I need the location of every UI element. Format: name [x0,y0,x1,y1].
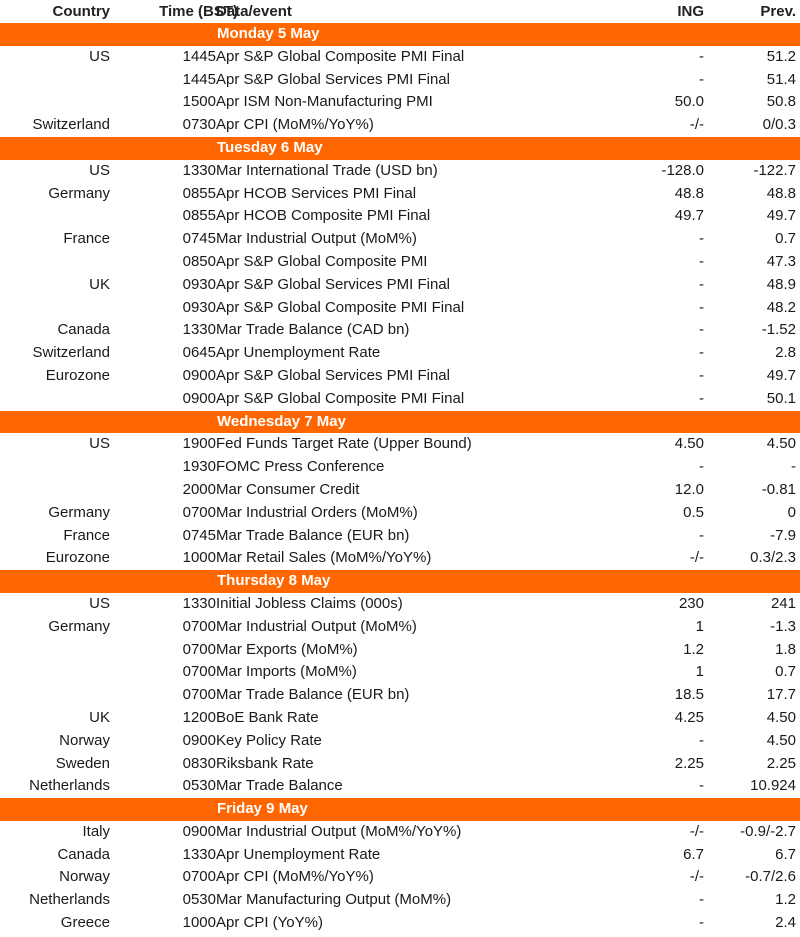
previous-value-cell: - [791,458,796,476]
time-cell: 1930 [182,458,216,476]
country-cell: France [63,526,110,544]
ing-forecast-cell: - [699,298,704,316]
country-cell: Germany [48,184,110,202]
event-cell: Apr Unemployment Rate [216,845,381,863]
country-cell: Switzerland [32,344,110,362]
ing-forecast-cell: 12.0 [674,480,704,498]
table-row [0,228,800,251]
previous-value-cell: 49.7 [766,207,796,225]
time-cell: 0830 [182,754,216,772]
table-row [0,69,800,92]
event-cell: Apr S&P Global Composite PMI Final [216,47,465,65]
day-header [0,570,800,593]
country-cell: Norway [59,868,110,886]
day-label: Friday 9 May [217,800,308,818]
table-row [0,707,800,730]
time-cell: 1000 [182,914,216,932]
ing-forecast-cell: - [699,458,704,476]
event-cell: Mar Consumer Credit [216,480,360,498]
time-cell: 0900 [182,389,216,407]
table-row [0,365,800,388]
ing-forecast-cell: - [699,891,704,909]
ing-forecast-cell: 1 [695,663,704,681]
time-cell: 1200 [182,708,216,726]
event-cell: Mar Trade Balance (EUR bn) [216,526,410,544]
table-row [0,297,800,320]
previous-value-cell: 0.7 [775,663,796,681]
previous-value-cell: 10.924 [750,777,796,795]
table-row [0,319,800,342]
table-row [0,844,800,867]
time-cell: 1500 [182,93,216,111]
ing-forecast-cell: 0.5 [683,503,704,521]
time-cell: 0900 [182,731,216,749]
ing-forecast-cell: 4.25 [674,708,704,726]
previous-value-cell: 2.4 [775,914,796,932]
event-cell: Apr S&P Global Services PMI Final [216,70,450,88]
event-cell: Apr S&P Global Composite PMI [216,252,428,270]
event-cell: Apr CPI (MoM%/YoY%) [216,116,374,134]
time-cell: 2000 [182,480,216,498]
previous-value-cell: -1.52 [761,321,796,339]
ing-forecast-cell: 2.25 [674,754,704,772]
table-row [0,775,800,798]
ing-forecast-cell: -/- [689,822,704,840]
event-cell: Apr ISM Non-Manufacturing PMI [216,93,433,111]
time-cell: 0700 [182,868,216,886]
previous-value-cell: 0/0.3 [762,116,796,134]
day-header [0,411,800,434]
table-row [0,91,800,114]
time-cell: 0700 [182,686,216,704]
previous-value-cell: 1.8 [775,640,796,658]
day-label: Thursday 8 May [217,572,331,590]
previous-value-cell: -0.7/2.6 [745,868,796,886]
table-row [0,912,800,935]
time-cell: 1330 [182,845,216,863]
day-header [0,23,800,46]
previous-value-cell: 17.7 [766,686,796,704]
time-cell: 1445 [182,47,216,65]
previous-value-cell: 6.7 [775,845,796,863]
previous-value-cell: 0.7 [775,230,796,248]
table-row [0,684,800,707]
country-cell: Italy [82,822,110,840]
table-row [0,547,800,570]
country-cell: Netherlands [29,891,110,909]
event-cell: Initial Jobless Claims (000s) [216,594,403,612]
day-label: Tuesday 6 May [217,138,323,156]
table-row [0,183,800,206]
table-row [0,821,800,844]
table-row [0,274,800,297]
table-row [0,502,800,525]
header-ing: ING [677,3,704,20]
ing-forecast-cell: 50.0 [674,93,704,111]
previous-value-cell: 48.9 [766,275,796,293]
ing-forecast-cell: - [699,366,704,384]
previous-value-cell: 48.2 [766,298,796,316]
time-cell: 0900 [182,366,216,384]
previous-value-cell: 50.8 [766,93,796,111]
event-cell: Apr S&P Global Services PMI Final [216,275,450,293]
previous-value-cell: 47.3 [766,252,796,270]
event-cell: Apr S&P Global Composite PMI Final [216,389,465,407]
country-cell: Canada [57,845,110,863]
previous-value-cell: -122.7 [753,161,796,179]
ing-forecast-cell: - [699,777,704,795]
event-cell: Mar Trade Balance (CAD bn) [216,321,410,339]
ing-forecast-cell: 48.8 [674,184,704,202]
time-cell: 0850 [182,252,216,270]
table-row [0,388,800,411]
time-cell: 0855 [182,184,216,202]
time-cell: 0700 [182,663,216,681]
previous-value-cell: -7.9 [770,526,796,544]
country-cell: Eurozone [45,366,110,384]
table-row [0,525,800,548]
event-cell: Mar Industrial Orders (MoM%) [216,503,418,521]
time-cell: 0930 [182,275,216,293]
country-cell: Sweden [55,754,110,772]
ing-forecast-cell: -128.0 [661,161,704,179]
country-cell: Greece [60,914,110,932]
event-cell: Fed Funds Target Rate (Upper Bound) [216,435,472,453]
previous-value-cell: 48.8 [766,184,796,202]
country-cell: Norway [59,731,110,749]
time-cell: 0700 [182,503,216,521]
country-cell: Canada [57,321,110,339]
previous-value-cell: 50.1 [766,389,796,407]
ing-forecast-cell: 1 [695,617,704,635]
table-row [0,616,800,639]
time-cell: 0530 [182,891,216,909]
table-row [0,46,800,69]
event-cell: Apr HCOB Services PMI Final [216,184,417,202]
ing-forecast-cell: 49.7 [674,207,704,225]
event-cell: Mar Trade Balance [216,777,343,795]
header-prev: Prev. [760,3,796,20]
table-row [0,661,800,684]
event-cell: Mar Industrial Output (MoM%) [216,617,417,635]
table-row [0,866,800,889]
ing-forecast-cell: - [699,321,704,339]
time-cell: 0855 [182,207,216,225]
day-header [0,798,800,821]
table-row [0,753,800,776]
header-country: Country [52,3,110,20]
event-cell: FOMC Press Conference [216,458,385,476]
time-cell: 0530 [182,777,216,795]
table-row [0,205,800,228]
previous-value-cell: 241 [770,594,796,612]
ing-forecast-cell: -/- [689,116,704,134]
previous-value-cell: 51.2 [766,47,796,65]
table-row [0,730,800,753]
country-cell: US [89,594,110,612]
event-cell: Riksbank Rate [216,754,314,772]
table-header [0,0,800,23]
previous-value-cell: -0.81 [761,480,796,498]
previous-value-cell: 0 [787,503,796,521]
ing-forecast-cell: - [699,526,704,544]
event-cell: Mar Industrial Output (MoM%/YoY%) [216,822,462,840]
time-cell: 0700 [182,640,216,658]
previous-value-cell: 4.50 [766,435,796,453]
ing-forecast-cell: - [699,344,704,362]
time-cell: 1330 [182,321,216,339]
country-cell: Germany [48,503,110,521]
country-cell: US [89,47,110,65]
previous-value-cell: 4.50 [766,708,796,726]
ing-forecast-cell: 1.2 [683,640,704,658]
country-cell: UK [89,275,110,293]
previous-value-cell: 51.4 [766,70,796,88]
previous-value-cell: 0.3/2.3 [750,549,796,567]
country-cell: US [89,161,110,179]
event-cell: Mar Exports (MoM%) [216,640,358,658]
country-cell: Germany [48,617,110,635]
event-cell: Mar Manufacturing Output (MoM%) [216,891,452,909]
table-row [0,342,800,365]
table-row [0,160,800,183]
table-row [0,251,800,274]
ing-forecast-cell: 18.5 [674,686,704,704]
country-cell: Eurozone [45,549,110,567]
previous-value-cell: -0.9/-2.7 [740,822,796,840]
country-cell: Netherlands [29,777,110,795]
event-cell: Apr S&P Global Composite PMI Final [216,298,465,316]
time-cell: 0900 [182,822,216,840]
table-row [0,639,800,662]
country-cell: UK [89,708,110,726]
event-cell: Mar Trade Balance (EUR bn) [216,686,410,704]
ing-forecast-cell: - [699,230,704,248]
event-cell: Apr HCOB Composite PMI Final [216,207,431,225]
header-time: Time (BST) [159,3,238,20]
table-row [0,433,800,456]
ing-forecast-cell: - [699,731,704,749]
ing-forecast-cell: - [699,275,704,293]
ing-forecast-cell: - [699,252,704,270]
country-cell: US [89,435,110,453]
ing-forecast-cell: 230 [678,594,704,612]
time-cell: 1000 [182,549,216,567]
previous-value-cell: 2.8 [775,344,796,362]
ing-forecast-cell: - [699,70,704,88]
previous-value-cell: 4.50 [766,731,796,749]
time-cell: 0700 [182,617,216,635]
event-cell: Apr CPI (YoY%) [216,914,323,932]
time-cell: 1330 [182,161,216,179]
event-cell: Mar Industrial Output (MoM%) [216,230,417,248]
table-body [0,23,800,935]
previous-value-cell: 1.2 [775,891,796,909]
ing-forecast-cell: -/- [689,868,704,886]
event-cell: Apr S&P Global Services PMI Final [216,366,450,384]
event-cell: Key Policy Rate [216,731,322,749]
country-cell: Switzerland [32,116,110,134]
previous-value-cell: -1.3 [770,617,796,635]
event-cell: Apr CPI (MoM%/YoY%) [216,868,374,886]
table-row [0,479,800,502]
ing-forecast-cell: - [699,914,704,932]
time-cell: 0745 [182,230,216,248]
previous-value-cell: 49.7 [766,366,796,384]
day-header [0,137,800,160]
time-cell: 0745 [182,526,216,544]
time-cell: 1330 [182,594,216,612]
event-cell: Mar Imports (MoM%) [216,663,357,681]
ing-forecast-cell: -/- [689,549,704,567]
table-row [0,889,800,912]
previous-value-cell: 2.25 [766,754,796,772]
ing-forecast-cell: 4.50 [674,435,704,453]
day-label: Wednesday 7 May [217,412,346,430]
ing-forecast-cell: - [699,389,704,407]
table-row [0,456,800,479]
time-cell: 0645 [182,344,216,362]
time-cell: 0730 [182,116,216,134]
event-cell: BoE Bank Rate [216,708,319,726]
table-row [0,593,800,616]
day-label: Monday 5 May [217,25,320,42]
table-row [0,114,800,137]
ing-forecast-cell: 6.7 [683,845,704,863]
header-event: Data/event [216,3,292,20]
event-cell: Mar International Trade (USD bn) [216,161,438,179]
country-cell: France [63,230,110,248]
event-cell: Apr Unemployment Rate [216,344,381,362]
time-cell: 0930 [182,298,216,316]
event-cell: Mar Retail Sales (MoM%/YoY%) [216,549,432,567]
ing-forecast-cell: - [699,47,704,65]
time-cell: 1445 [182,70,216,88]
time-cell: 1900 [182,435,216,453]
